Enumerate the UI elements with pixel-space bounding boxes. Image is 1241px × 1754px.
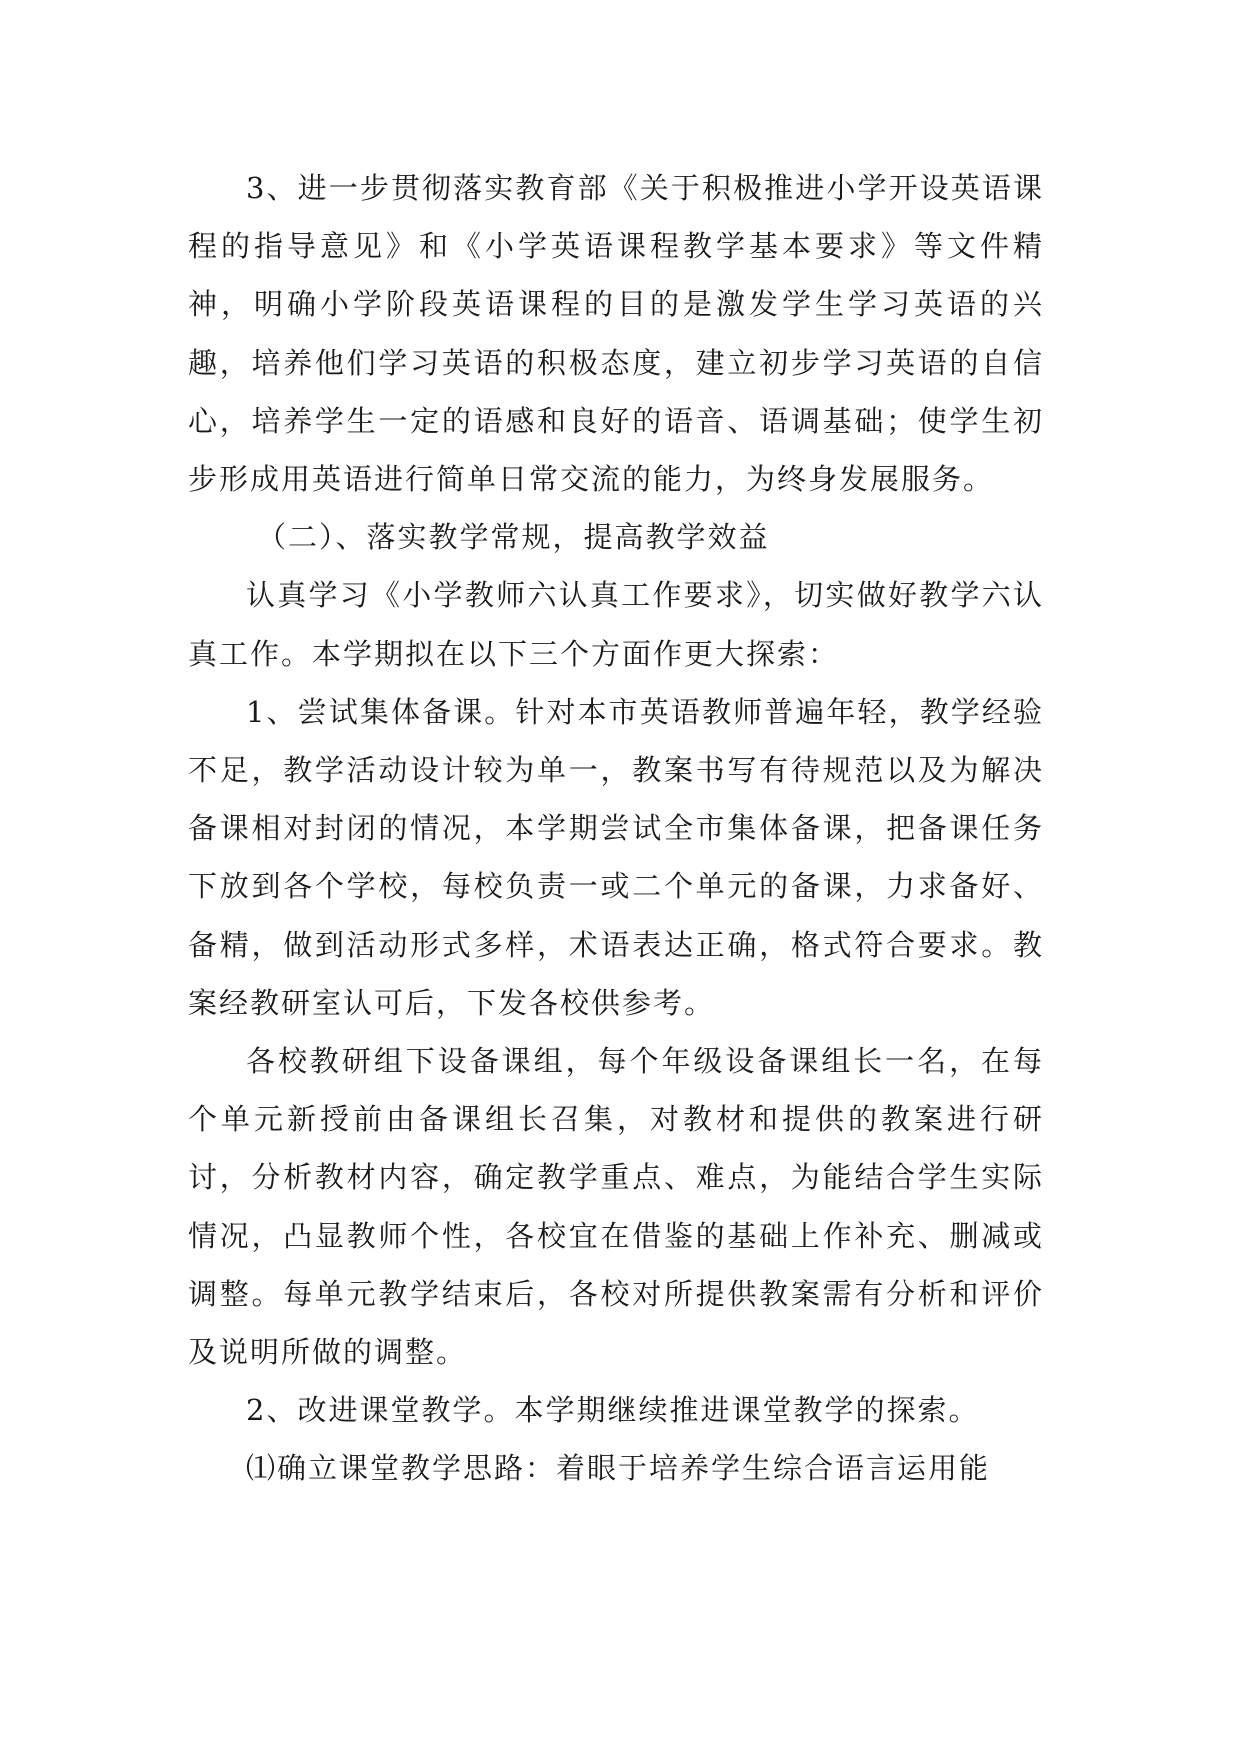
document-body [188,159,1044,1498]
paragraph-teaching-approach: ⑴确立课堂教学思路：着眼于培养学生综合语言运用能 [246,1451,991,1486]
section-heading-teaching-routine: （二）、落实教学常规，提高教学效益 [257,520,770,555]
paragraph-policy-implementation: 3、进一步贯彻落实教育部《关于积极推进小学开设英语课程的指导意见》和《小学英语课程教学基本要求》等文件精神，明确小学阶段英语课程的目的是激发学生学习英语的兴趣，培养他们学习英语的积极态度，建立初步学习英语的自信心，培养学生一定的语感和良好的语音、语调基础；使学生初步形成用英语进行简单日常交流的能力，为终身发展服务。 [188,171,1044,497]
paragraph-lesson-prep-groups: 各校教研组下设备课组，每个年级设备课组长一名，在每个单元新授前由备课组长召集，对教材和提供的教案进行研讨，分析教材内容，确定教学重点、难点，为能结合学生实际情况，凸显教师个性，各校宜在借鉴的基础上作补充、删减或调整。每单元教学结束后，各校对所提供教案需有分析和评价及说明所做的调整。 [188,1044,1044,1370]
paragraph-improve-classroom-teaching: 2、改进课堂教学。本学期继续推进课堂教学的探索。 [246,1393,980,1428]
paragraph-six-diligences: 认真学习《小学教师六认真工作要求》，切实做好教学六认真工作。本学期拟在以下三个方面作更大探索： [188,578,1044,671]
paragraph-collective-lesson-prep: 1、尝试集体备课。针对本市英语教师普遍年轻，教学经验不足，教学活动设计较为单一，教案书写有待规范以及为解决备课相对封闭的情况，本学期尝试全市集体备课，把备课任务下放到各个学校，每校负责一或二个单元的备课，力求备好、备精，做到活动形式多样，术语表达正确，格式符合要求。教案经教研室认可后，下发各校供参考。 [188,694,1044,1020]
